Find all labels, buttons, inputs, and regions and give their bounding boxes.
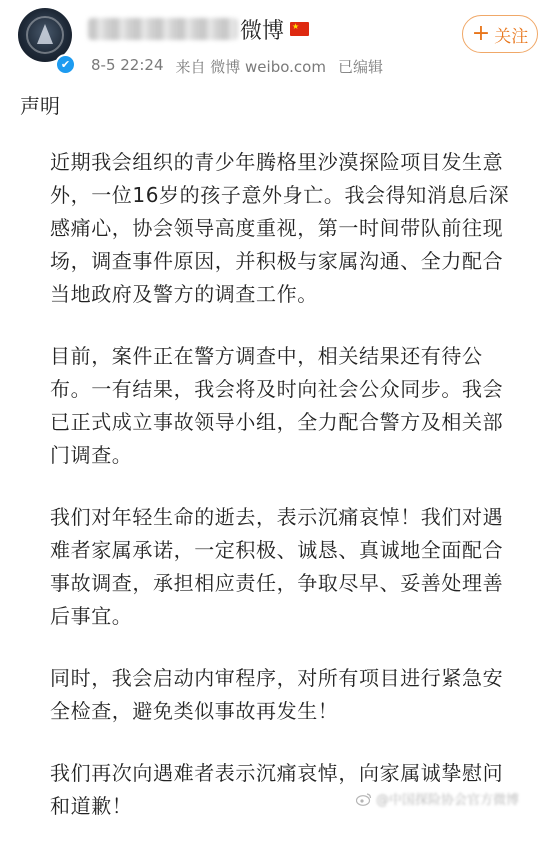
weibo-logo-icon [356, 792, 372, 806]
plus-icon: + [471, 21, 491, 46]
post-body [20, 92, 540, 852]
post-time: 8-5 22:24 [91, 56, 164, 74]
post-title: 声明 [20, 94, 60, 118]
watermark-text: @中国探险协会官方微博 [376, 793, 520, 808]
paragraph-3: 我们对年轻生命的逝去，表示沉痛哀悼！我们对遇难者家属承诺，一定积极、诚恳、真诚地全面配合事故调查，承担相应责任，争取尽早、妥善处理善后事宜。 [50, 505, 504, 628]
watermark [356, 789, 519, 808]
post-source[interactable]: 来自 微博 weibo.com [175, 58, 326, 76]
author-name[interactable] [88, 14, 309, 44]
blurred-name [88, 18, 238, 40]
paragraph-5: 我们再次向遇难者表示沉痛哀悼，向家属诚挚慰问和道歉！ [50, 761, 504, 818]
paragraph-4: 同时，我会启动内审程序，对所有项目进行紧急安全检查，避免类似事故再发生！ [50, 666, 504, 723]
post-header [0, 0, 554, 82]
china-flag-icon: ★ [290, 22, 309, 36]
follow-label: 关注 [494, 26, 529, 47]
paragraph-1: 近期我会组织的青少年腾格里沙漠探险项目发生意外，一位16岁的孩子意外身亡。我会得知消息后深感痛心，协会领导高度重视，第一时间带队前往现场，调查事件原因，并积极与家属沟通、全力配合当地政府及警方的调查工作。 [50, 150, 510, 306]
edited-label[interactable]: 已编辑 [337, 58, 383, 76]
paragraph-2: 目前，案件正在警方调查中，相关结果还有待公布。一有结果，我会将及时向社会公众同步。我会已正式成立事故领导小组，全力配合警方及相关部门调查。 [50, 344, 504, 467]
follow-button[interactable] [462, 15, 538, 53]
author-name-suffix: 微博 [240, 18, 285, 44]
verified-badge-icon: ✔ [55, 54, 76, 75]
post-meta [91, 56, 383, 77]
